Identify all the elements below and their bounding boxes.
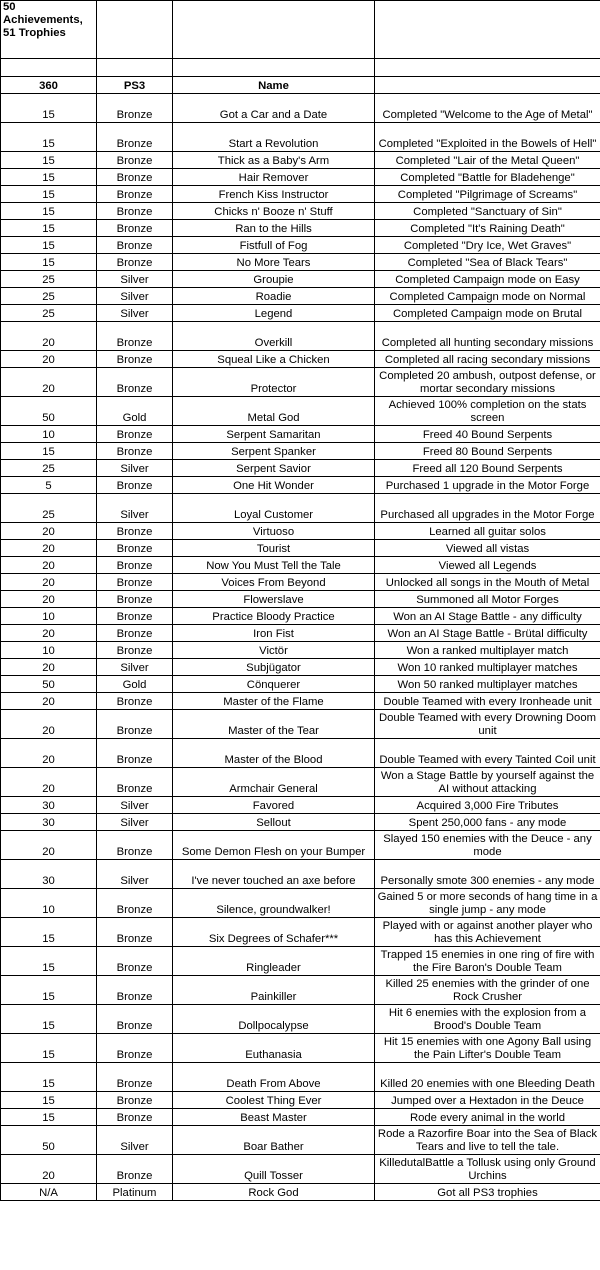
cell-ps3[interactable]: Bronze xyxy=(97,976,173,1005)
cell-name[interactable]: Euthanasia xyxy=(173,1034,375,1063)
cell-ps3[interactable]: Gold xyxy=(97,397,173,426)
cell-360[interactable]: 20 xyxy=(1,322,97,351)
cell-360[interactable]: 15 xyxy=(1,152,97,169)
cell-description[interactable]: Viewed all vistas xyxy=(375,540,600,557)
cell-description[interactable]: Spent 250,000 fans - any mode xyxy=(375,814,600,831)
cell-360[interactable]: 10 xyxy=(1,426,97,443)
table-row xyxy=(1,494,600,523)
cell-description[interactable]: Won a Stage Battle by yourself against the AI without attacking xyxy=(375,768,600,797)
cell-description[interactable]: Viewed all Legends xyxy=(375,557,600,574)
table-row xyxy=(1,288,600,305)
cell-ps3[interactable]: Bronze xyxy=(97,1109,173,1126)
cell-name[interactable]: Armchair General xyxy=(173,768,375,797)
cell-ps3[interactable]: Bronze xyxy=(97,608,173,625)
cell-name[interactable]: French Kiss Instructor xyxy=(173,186,375,203)
cell-name[interactable]: Six Degrees of Schafer*** xyxy=(173,918,375,947)
cell-ps3[interactable]: Silver xyxy=(97,494,173,523)
cell-ps3[interactable]: Silver xyxy=(97,860,173,889)
cell-ps3[interactable]: Silver xyxy=(97,814,173,831)
cell-360[interactable]: 15 xyxy=(1,918,97,947)
cell-360[interactable]: 25 xyxy=(1,305,97,322)
cell-360[interactable]: 25 xyxy=(1,271,97,288)
cell-ps3[interactable]: Bronze xyxy=(97,1063,173,1092)
table-row xyxy=(1,1109,600,1126)
cell-description[interactable]: Unlocked all songs in the Mouth of Metal xyxy=(375,574,600,591)
cell-360[interactable]: 15 xyxy=(1,976,97,1005)
table-row xyxy=(1,1092,600,1109)
cell-description[interactable]: Jumped over a Hextadon in the Deuce xyxy=(375,1092,600,1109)
table-row xyxy=(1,947,600,976)
cell-360[interactable]: 15 xyxy=(1,947,97,976)
cell-name[interactable]: Coolest Thing Ever xyxy=(173,1092,375,1109)
cell-360[interactable]: 30 xyxy=(1,860,97,889)
table-row xyxy=(1,271,600,288)
cell-name[interactable]: Silence, groundwalker! xyxy=(173,889,375,918)
cell-name[interactable]: Groupie xyxy=(173,271,375,288)
cell-360[interactable]: 20 xyxy=(1,368,97,397)
cell-360[interactable]: 10 xyxy=(1,642,97,659)
cell-360[interactable]: 20 xyxy=(1,1155,97,1184)
cell-ps3[interactable]: Bronze xyxy=(97,693,173,710)
table-row xyxy=(1,1005,600,1034)
cell-name[interactable]: Got a Car and a Date xyxy=(173,94,375,123)
cell-ps3[interactable]: Bronze xyxy=(97,1092,173,1109)
table-row xyxy=(1,710,600,739)
cell-360[interactable]: 15 xyxy=(1,1063,97,1092)
cell-name[interactable]: Fistfull of Fog xyxy=(173,237,375,254)
cell-360[interactable]: 20 xyxy=(1,540,97,557)
header-row xyxy=(1,77,600,94)
cell-name[interactable]: Master of the Blood xyxy=(173,739,375,768)
cell-description[interactable]: KilledutalBattle a Tollusk using only Ground Urchins xyxy=(375,1155,600,1184)
cell-description[interactable]: Completed "Lair of the Metal Queen" xyxy=(375,152,600,169)
cell-name[interactable]: Now You Must Tell the Tale xyxy=(173,557,375,574)
cell-360[interactable]: 15 xyxy=(1,123,97,152)
cell-ps3[interactable]: Bronze xyxy=(97,625,173,642)
cell-description[interactable]: Completed "Sea of Black Tears" xyxy=(375,254,600,271)
table-row xyxy=(1,1184,600,1201)
cell-ps3[interactable]: Bronze xyxy=(97,351,173,368)
table-row xyxy=(1,477,600,494)
cell-name[interactable]: Squeal Like a Chicken xyxy=(173,351,375,368)
cell-name[interactable]: Overkill xyxy=(173,322,375,351)
table-row xyxy=(1,591,600,608)
empty-cell[interactable] xyxy=(173,59,375,77)
cell-360[interactable]: 20 xyxy=(1,739,97,768)
cell-ps3[interactable]: Silver xyxy=(97,1126,173,1155)
cell-name[interactable]: Thick as a Baby's Arm xyxy=(173,152,375,169)
table-row xyxy=(1,254,600,271)
cell-ps3[interactable]: Platinum xyxy=(97,1184,173,1201)
table-row xyxy=(1,918,600,947)
cell-ps3[interactable]: Bronze xyxy=(97,710,173,739)
cell-360[interactable]: 15 xyxy=(1,94,97,123)
cell-ps3[interactable]: Bronze xyxy=(97,368,173,397)
cell-name[interactable]: Tourist xyxy=(173,540,375,557)
cell-360[interactable]: 25 xyxy=(1,288,97,305)
cell-ps3[interactable]: Bronze xyxy=(97,186,173,203)
cell-ps3[interactable]: Bronze xyxy=(97,540,173,557)
cell-ps3[interactable]: Bronze xyxy=(97,94,173,123)
cell-description[interactable]: Completed "Pilgrimage of Screams" xyxy=(375,186,600,203)
cell-name[interactable]: Voices From Beyond xyxy=(173,574,375,591)
cell-description[interactable]: Got all PS3 trophies xyxy=(375,1184,600,1201)
table-row xyxy=(1,460,600,477)
cell-ps3[interactable]: Bronze xyxy=(97,237,173,254)
cell-360[interactable]: 20 xyxy=(1,591,97,608)
header-description[interactable] xyxy=(375,77,600,94)
table-row xyxy=(1,797,600,814)
cell-360[interactable]: 50 xyxy=(1,397,97,426)
cell-ps3[interactable]: Gold xyxy=(97,676,173,693)
cell-name[interactable]: Ringleader xyxy=(173,947,375,976)
cell-name[interactable]: Rock God xyxy=(173,1184,375,1201)
cell-name[interactable]: Serpent Spanker xyxy=(173,443,375,460)
cell-name[interactable]: I've never touched an axe before xyxy=(173,860,375,889)
empty-cell[interactable] xyxy=(173,1,375,59)
cell-name[interactable]: Hair Remover xyxy=(173,169,375,186)
table-row xyxy=(1,305,600,322)
table-row xyxy=(1,443,600,460)
cell-name[interactable]: Roadie xyxy=(173,288,375,305)
cell-description[interactable]: Acquired 3,000 Fire Tributes xyxy=(375,797,600,814)
cell-360[interactable]: 30 xyxy=(1,814,97,831)
cell-description[interactable]: Completed "Welcome to the Age of Metal" xyxy=(375,94,600,123)
empty-cell[interactable] xyxy=(375,1,600,59)
cell-ps3[interactable]: Bronze xyxy=(97,739,173,768)
cell-name[interactable]: Victör xyxy=(173,642,375,659)
table-row xyxy=(1,831,600,860)
header-name[interactable]: Name xyxy=(173,77,375,94)
cell-ps3[interactable]: Bronze xyxy=(97,220,173,237)
cell-360[interactable]: 15 xyxy=(1,443,97,460)
cell-description[interactable]: Completed "Dry Ice, Wet Graves" xyxy=(375,237,600,254)
table-row xyxy=(1,426,600,443)
table-row xyxy=(1,123,600,152)
cell-name[interactable]: Painkiller xyxy=(173,976,375,1005)
empty-cell[interactable] xyxy=(97,59,173,77)
cell-360[interactable]: 10 xyxy=(1,889,97,918)
cell-ps3[interactable]: Bronze xyxy=(97,254,173,271)
table-row xyxy=(1,976,600,1005)
cell-name[interactable]: Serpent Savior xyxy=(173,460,375,477)
cell-ps3[interactable]: Bronze xyxy=(97,426,173,443)
cell-ps3[interactable]: Bronze xyxy=(97,523,173,540)
cell-description[interactable]: Played with or against another player who has this Achievement xyxy=(375,918,600,947)
cell-ps3[interactable]: Bronze xyxy=(97,322,173,351)
cell-description[interactable]: Rode a Razorfire Boar into the Sea of Black Tears and live to tell the tale. xyxy=(375,1126,600,1155)
cell-description[interactable]: Freed all 120 Bound Serpents xyxy=(375,460,600,477)
header-ps3[interactable]: PS3 xyxy=(97,77,173,94)
cell-360[interactable]: 20 xyxy=(1,625,97,642)
cell-description[interactable]: Won 10 ranked multiplayer matches xyxy=(375,659,600,676)
table-row xyxy=(1,203,600,220)
cell-ps3[interactable]: Silver xyxy=(97,797,173,814)
cell-ps3[interactable]: Bronze xyxy=(97,1155,173,1184)
cell-description[interactable]: Killed 20 enemies with one Bleeding Death xyxy=(375,1063,600,1092)
table-row xyxy=(1,1126,600,1155)
cell-name[interactable]: Subjügator xyxy=(173,659,375,676)
cell-description[interactable]: Completed "Sanctuary of Sin" xyxy=(375,203,600,220)
cell-description[interactable]: Completed Campaign mode on Easy xyxy=(375,271,600,288)
cell-description[interactable]: Slayed 150 enemies with the Deuce - any mode xyxy=(375,831,600,860)
cell-name[interactable]: One Hit Wonder xyxy=(173,477,375,494)
cell-360[interactable]: 15 xyxy=(1,237,97,254)
cell-name[interactable]: Beast Master xyxy=(173,1109,375,1126)
cell-name[interactable]: Loyal Customer xyxy=(173,494,375,523)
cell-360[interactable]: 20 xyxy=(1,831,97,860)
cell-name[interactable]: No More Tears xyxy=(173,254,375,271)
cell-ps3[interactable]: Bronze xyxy=(97,152,173,169)
cell-ps3[interactable]: Silver xyxy=(97,659,173,676)
table-row xyxy=(1,237,600,254)
cell-ps3[interactable]: Bronze xyxy=(97,169,173,186)
cell-name[interactable]: Cönquerer xyxy=(173,676,375,693)
table-row xyxy=(1,676,600,693)
cell-name[interactable]: Death From Above xyxy=(173,1063,375,1092)
cell-360[interactable]: 25 xyxy=(1,460,97,477)
cell-name[interactable]: Quill Tosser xyxy=(173,1155,375,1184)
cell-name[interactable]: Dollpocalypse xyxy=(173,1005,375,1034)
cell-ps3[interactable]: Bronze xyxy=(97,1034,173,1063)
table-row xyxy=(1,625,600,642)
cell-name[interactable]: Legend xyxy=(173,305,375,322)
cell-description[interactable]: Completed 20 ambush, outpost defense, or mortar secondary missions xyxy=(375,368,600,397)
cell-description[interactable]: Purchased 1 upgrade in the Motor Forge xyxy=(375,477,600,494)
cell-ps3[interactable]: Bronze xyxy=(97,591,173,608)
cell-360[interactable]: 20 xyxy=(1,351,97,368)
table-body xyxy=(1,1,600,1201)
table-row xyxy=(1,739,600,768)
cell-ps3[interactable]: Bronze xyxy=(97,1005,173,1034)
cell-description[interactable]: Completed all racing secondary missions xyxy=(375,351,600,368)
cell-ps3[interactable]: Bronze xyxy=(97,642,173,659)
cell-description[interactable]: Freed 40 Bound Serpents xyxy=(375,426,600,443)
cell-ps3[interactable]: Bronze xyxy=(97,477,173,494)
table-row xyxy=(1,642,600,659)
table-row xyxy=(1,1063,600,1092)
cell-360[interactable]: 20 xyxy=(1,659,97,676)
table-row xyxy=(1,368,600,397)
sheet-title[interactable]: 50 Achievements, 51 Trophies xyxy=(1,1,97,59)
table-row xyxy=(1,1034,600,1063)
cell-ps3[interactable]: Bronze xyxy=(97,203,173,220)
cell-ps3[interactable]: Bronze xyxy=(97,947,173,976)
table-row xyxy=(1,1155,600,1184)
cell-description[interactable]: Won 50 ranked multiplayer matches xyxy=(375,676,600,693)
cell-name[interactable]: Chicks n' Booze n' Stuff xyxy=(173,203,375,220)
cell-description[interactable]: Learned all guitar solos xyxy=(375,523,600,540)
cell-name[interactable]: Some Demon Flesh on your Bumper xyxy=(173,831,375,860)
cell-name[interactable]: Serpent Samaritan xyxy=(173,426,375,443)
cell-description[interactable]: Gained 5 or more seconds of hang time in a single jump - any mode xyxy=(375,889,600,918)
cell-description[interactable]: Double Teamed with every Ironheade unit xyxy=(375,693,600,710)
cell-name[interactable]: Start a Revolution xyxy=(173,123,375,152)
cell-description[interactable]: Completed all hunting secondary missions xyxy=(375,322,600,351)
cell-ps3[interactable]: Silver xyxy=(97,460,173,477)
cell-description[interactable]: Hit 15 enemies with one Agony Ball using the Pain Lifter's Double Team xyxy=(375,1034,600,1063)
cell-description[interactable]: Double Teamed with every Tainted Coil unit xyxy=(375,739,600,768)
cell-ps3[interactable]: Silver xyxy=(97,288,173,305)
cell-name[interactable]: Master of the Flame xyxy=(173,693,375,710)
cell-360[interactable]: 15 xyxy=(1,1092,97,1109)
cell-name[interactable]: Flowerslave xyxy=(173,591,375,608)
cell-360[interactable]: N/A xyxy=(1,1184,97,1201)
cell-description[interactable]: Double Teamed with every Drowning Doom unit xyxy=(375,710,600,739)
table-row xyxy=(1,557,600,574)
cell-name[interactable]: Practice Bloody Practice xyxy=(173,608,375,625)
cell-ps3[interactable]: Bronze xyxy=(97,123,173,152)
cell-name[interactable]: Favored xyxy=(173,797,375,814)
cell-360[interactable]: 5 xyxy=(1,477,97,494)
cell-ps3[interactable]: Bronze xyxy=(97,443,173,460)
cell-360[interactable]: 50 xyxy=(1,676,97,693)
cell-description[interactable]: Freed 80 Bound Serpents xyxy=(375,443,600,460)
spacer-row xyxy=(1,59,600,77)
table-row xyxy=(1,152,600,169)
table-row xyxy=(1,94,600,123)
cell-360[interactable]: 20 xyxy=(1,710,97,739)
cell-ps3[interactable]: Bronze xyxy=(97,831,173,860)
table-row xyxy=(1,322,600,351)
empty-cell[interactable] xyxy=(1,59,97,77)
cell-ps3[interactable]: Bronze xyxy=(97,768,173,797)
cell-360[interactable]: 15 xyxy=(1,1005,97,1034)
table-row xyxy=(1,523,600,540)
cell-360[interactable]: 20 xyxy=(1,574,97,591)
header-360[interactable]: 360 xyxy=(1,77,97,94)
cell-name[interactable]: Protector xyxy=(173,368,375,397)
table-row xyxy=(1,768,600,797)
cell-360[interactable]: 20 xyxy=(1,523,97,540)
cell-description[interactable]: Personally smote 300 enemies - any mode xyxy=(375,860,600,889)
cell-name[interactable]: Iron Fist xyxy=(173,625,375,642)
cell-description[interactable]: Completed "Battle for Bladehenge" xyxy=(375,169,600,186)
cell-360[interactable]: 20 xyxy=(1,693,97,710)
title-row xyxy=(1,1,600,59)
cell-description[interactable]: Completed Campaign mode on Brutal xyxy=(375,305,600,322)
cell-ps3[interactable]: Bronze xyxy=(97,889,173,918)
cell-description[interactable]: Hit 6 enemies with the explosion from a Brood's Double Team xyxy=(375,1005,600,1034)
empty-cell[interactable] xyxy=(375,59,600,77)
table-row xyxy=(1,186,600,203)
table-row xyxy=(1,397,600,426)
table-row xyxy=(1,540,600,557)
cell-360[interactable]: 15 xyxy=(1,186,97,203)
cell-name[interactable]: Virtuoso xyxy=(173,523,375,540)
cell-360[interactable]: 25 xyxy=(1,494,97,523)
cell-ps3[interactable]: Bronze xyxy=(97,574,173,591)
table-row xyxy=(1,860,600,889)
cell-description[interactable]: Achieved 100% completion on the stats screen xyxy=(375,397,600,426)
cell-description[interactable]: Completed "It's Raining Death" xyxy=(375,220,600,237)
cell-360[interactable]: 15 xyxy=(1,1034,97,1063)
cell-description[interactable]: Won an AI Stage Battle - any difficulty xyxy=(375,608,600,625)
table-row xyxy=(1,608,600,625)
table-row xyxy=(1,574,600,591)
cell-name[interactable]: Ran to the Hills xyxy=(173,220,375,237)
cell-360[interactable]: 20 xyxy=(1,557,97,574)
cell-ps3[interactable]: Bronze xyxy=(97,918,173,947)
cell-description[interactable]: Rode every animal in the world xyxy=(375,1109,600,1126)
cell-description[interactable]: Summoned all Motor Forges xyxy=(375,591,600,608)
cell-ps3[interactable]: Bronze xyxy=(97,557,173,574)
cell-ps3[interactable]: Silver xyxy=(97,305,173,322)
table-row xyxy=(1,220,600,237)
cell-name[interactable]: Boar Bather xyxy=(173,1126,375,1155)
cell-360[interactable]: 50 xyxy=(1,1126,97,1155)
table-row xyxy=(1,659,600,676)
cell-360[interactable]: 10 xyxy=(1,608,97,625)
cell-360[interactable]: 30 xyxy=(1,797,97,814)
cell-ps3[interactable]: Silver xyxy=(97,271,173,288)
table-row xyxy=(1,693,600,710)
empty-cell[interactable] xyxy=(97,1,173,59)
cell-360[interactable]: 15 xyxy=(1,220,97,237)
table-row xyxy=(1,169,600,186)
cell-description[interactable]: Purchased all upgrades in the Motor Forge xyxy=(375,494,600,523)
cell-description[interactable]: Killed 25 enemies with the grinder of one Rock Crusher xyxy=(375,976,600,1005)
cell-description[interactable]: Completed Campaign mode on Normal xyxy=(375,288,600,305)
cell-description[interactable]: Completed "Exploited in the Bowels of Hell" xyxy=(375,123,600,152)
cell-description[interactable]: Trapped 15 enemies in one ring of fire with the Fire Baron's Double Team xyxy=(375,947,600,976)
cell-360[interactable]: 15 xyxy=(1,1109,97,1126)
cell-name[interactable]: Metal God xyxy=(173,397,375,426)
table-row xyxy=(1,351,600,368)
cell-name[interactable]: Sellout xyxy=(173,814,375,831)
cell-360[interactable]: 15 xyxy=(1,169,97,186)
cell-description[interactable]: Won a ranked multiplayer match xyxy=(375,642,600,659)
cell-360[interactable]: 20 xyxy=(1,768,97,797)
cell-360[interactable]: 15 xyxy=(1,254,97,271)
table-row xyxy=(1,889,600,918)
table-row xyxy=(1,814,600,831)
cell-name[interactable]: Master of the Tear xyxy=(173,710,375,739)
cell-description[interactable]: Won an AI Stage Battle - Brütal difficulty xyxy=(375,625,600,642)
cell-360[interactable]: 15 xyxy=(1,203,97,220)
